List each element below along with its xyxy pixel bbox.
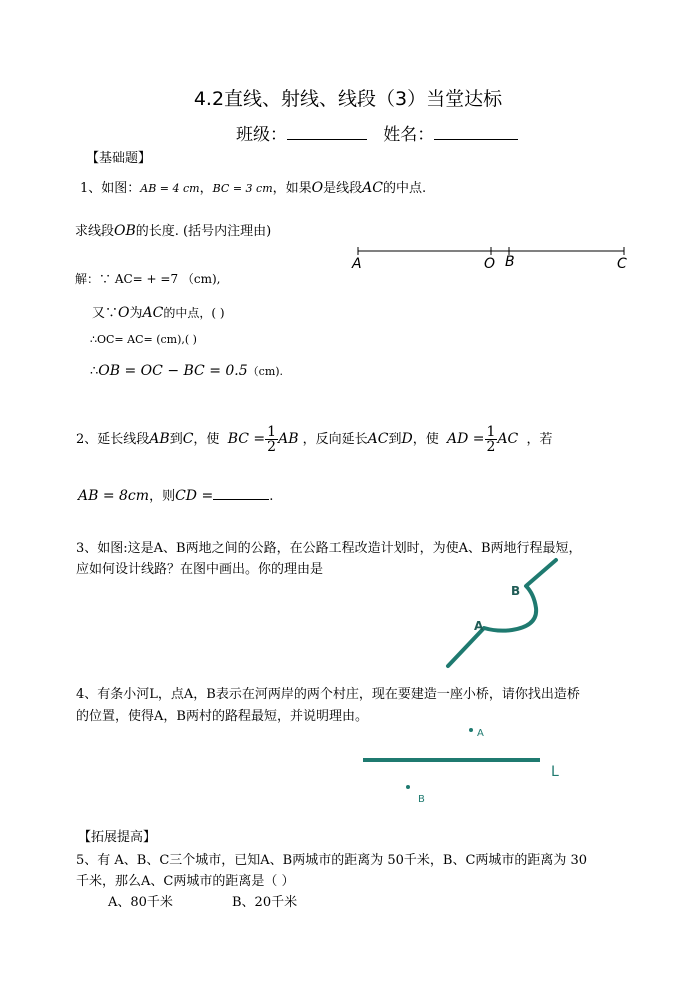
q1-bc-eq: BC = 3 cm: [212, 182, 273, 195]
q1-sol2-a: 又∵: [92, 306, 119, 321]
q5-line1: 5、有 A、B、C三个城市，已知A、B两城市的距离为 50千米，B、C两城市的距离为 30: [76, 853, 588, 868]
q2-ac: AC: [367, 431, 389, 447]
label-o: O: [484, 256, 496, 272]
q4-label-b: B: [418, 794, 425, 805]
class-label: 班级：: [236, 125, 287, 145]
name-blank[interactable]: [434, 123, 518, 140]
q1-sol2-c: 的中点，( ): [163, 306, 225, 320]
q1-ask-b: 的长度. (括号内注理由): [135, 224, 272, 239]
q4-label-l: L: [551, 764, 559, 780]
q2-to2: 到: [388, 432, 402, 447]
q2-bc-right: AB: [278, 431, 299, 447]
q1-mid-c: 的中点.: [382, 181, 427, 196]
label-c: C: [617, 256, 627, 272]
q2-bc-left: BC =: [227, 431, 266, 447]
q5-line2: 千米，那么A、C两城市的距离是（ ）: [76, 874, 295, 889]
village-a-dot: [469, 728, 473, 732]
q2-ad-right: AC: [497, 431, 519, 447]
label-b: B: [505, 254, 515, 270]
q1-ab-eq: AB = 4 cm: [140, 182, 200, 195]
q2-ruo: ，若: [526, 432, 553, 447]
q2-half-fraction-2: $\frac{1}{2}$: [486, 424, 496, 455]
label-a: A: [352, 256, 362, 272]
q4-label-a: A: [477, 728, 484, 739]
q2-d: D: [401, 431, 413, 447]
village-b-dot: [406, 785, 410, 789]
q2-text-b: ，反向延长: [302, 432, 368, 447]
q1-solution-line2: [92, 302, 225, 321]
q1-sol2-b: 为: [129, 306, 143, 321]
q5-option-b[interactable]: B、20千米: [232, 895, 298, 910]
extension-section-header: 【拓展提高】: [78, 830, 157, 845]
page-title: 4.2直线、射线、线段（3）当堂达标: [193, 88, 503, 110]
q2-cd: CD =: [175, 488, 214, 504]
road-path: [448, 560, 556, 666]
q1-sol4-eq: OB = OC − BC = 0.5: [98, 363, 248, 379]
q2-to: 到: [169, 432, 183, 447]
q1-mid-a: ，如果: [272, 181, 312, 196]
q1-solution-line3: ∴OC= AC= (cm),( ): [90, 333, 197, 346]
q1-ask: [75, 220, 271, 239]
q2-ab-val: AB = 8cm: [78, 488, 150, 504]
q2-answer-blank[interactable]: [213, 487, 269, 500]
q1-sol2-o: O: [118, 305, 130, 321]
q1-intro: 1、如图：: [80, 181, 141, 196]
q1-sol4-a: ∴: [90, 364, 99, 379]
q2-ab: AB: [149, 431, 170, 447]
q3-line2: 应如何设计线路？在图中画出。你的理由是: [76, 562, 324, 577]
q3-road-diagram: [440, 556, 560, 671]
q2-comma-so2: ，使: [412, 432, 439, 447]
q1-mid-b: 是线段: [323, 181, 363, 196]
q2-half-fraction: $\frac{1}{2}$: [267, 424, 277, 455]
q2-comma-so: ，使: [193, 432, 220, 447]
q5-option-a[interactable]: A、80千米: [108, 895, 173, 910]
q2-end: .: [269, 489, 274, 504]
q2-line2: [78, 485, 273, 504]
q1-ask-a: 求线段: [75, 224, 115, 239]
q1-ob-symbol: OB: [114, 223, 136, 239]
q3-label-b: B: [511, 584, 521, 598]
q2-line1: [76, 424, 553, 455]
q4-line2: 的位置，使得A，B两村的路程最短，并说明理由。: [76, 709, 368, 724]
class-blank[interactable]: [287, 123, 367, 140]
q1-line1: 1、如图：AB = 4 cm，BC = 3 cm，如果O是线段AC的中点.: [80, 180, 427, 196]
q1-segment-diagram: [345, 240, 635, 272]
q1-sol4-b: （cm).: [247, 365, 284, 378]
q2-then: ，则: [149, 489, 176, 504]
q2-ad-left: AD =: [447, 431, 485, 447]
q4-line1: 4、有条小河L，点A，B表示在河两岸的两个村庄，现在要建造一座小桥，请你找出造桥: [76, 687, 580, 702]
q3-label-a: A: [474, 619, 484, 633]
q1-solution-line4: [90, 363, 283, 379]
q2-text-a: 2、延长线段: [76, 432, 150, 447]
q4-river-diagram: [355, 722, 570, 808]
q1-ac-symbol: AC: [362, 180, 383, 196]
basic-section-header: 【基础题】: [86, 151, 152, 166]
class-name-line: [236, 120, 518, 145]
name-label: 姓名：: [383, 125, 435, 145]
q3-line1: 3、如图:这是A、B两地之间的公路，在公路工程改造计划时，为使A、B两地行程最短，: [76, 541, 582, 556]
q2-c: C: [182, 431, 194, 447]
q1-solution-line1: 解：∵ AC= + =7 （cm),: [75, 272, 221, 286]
q1-o-symbol: O: [311, 180, 324, 196]
q1-sol2-ac: AC: [142, 305, 164, 321]
